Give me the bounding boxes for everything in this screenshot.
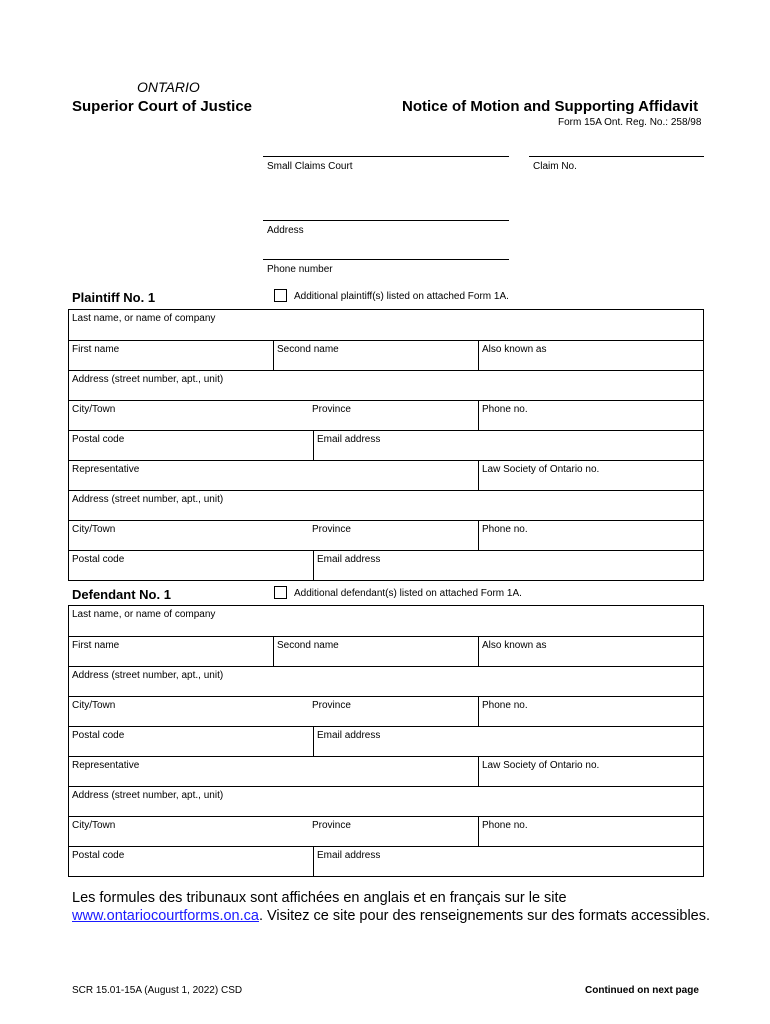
court-phone-label: Phone number	[267, 264, 333, 275]
first-name-label: First name	[72, 640, 120, 651]
phone-label: Phone no.	[482, 404, 528, 415]
defendant-first-name-cell[interactable]	[69, 637, 273, 666]
defendant-email-cell[interactable]	[313, 727, 703, 756]
also-known-as-label: Also known as	[482, 640, 547, 651]
postal-code-label: Postal code	[72, 434, 125, 445]
second-name-label: Second name	[277, 344, 339, 355]
email-label: Email address	[317, 554, 381, 565]
plaintiff-email-cell[interactable]	[313, 431, 703, 460]
province-label: Province	[312, 820, 351, 831]
court-name: Superior Court of Justice	[72, 98, 253, 115]
plaintiff-first-name-cell[interactable]	[69, 341, 273, 370]
defendant-rep-email-cell[interactable]	[313, 847, 703, 876]
address-label: Address (street number, apt., unit)	[72, 494, 224, 505]
address-label: Address (street number, apt., unit)	[72, 790, 224, 801]
court-phone-field[interactable]	[263, 259, 509, 260]
province-label: Province	[312, 404, 351, 415]
plaintiff-phone-cell[interactable]	[478, 401, 703, 430]
defendant-representative-cell[interactable]	[69, 757, 478, 786]
city-label: City/Town	[72, 404, 116, 415]
also-known-as-label: Also known as	[482, 344, 547, 355]
postal-code-label: Postal code	[72, 850, 125, 861]
court-address-label: Address	[267, 225, 304, 236]
defendant-lso-cell[interactable]	[478, 757, 703, 786]
french-notice-rest: . Visitez ce site pour des renseignements sur des formats accessibles.	[258, 908, 711, 924]
defendant-rep-postal-cell[interactable]	[69, 847, 313, 876]
defendant-last-name-row[interactable]	[69, 606, 703, 636]
address-label: Address (street number, apt., unit)	[72, 374, 224, 385]
plaintiff-heading: Plaintiff No. 1	[72, 290, 156, 305]
defendant-second-name-cell[interactable]	[273, 637, 478, 666]
plaintiff-lso-cell[interactable]	[478, 461, 703, 490]
second-name-label: Second name	[277, 640, 339, 651]
defendant-city-cell[interactable]	[69, 697, 478, 726]
plaintiff-representative-cell[interactable]	[69, 461, 478, 490]
additional-defendants-label: Additional defendant(s) listed on attached Form 1A.	[294, 588, 522, 599]
city-label: City/Town	[72, 524, 116, 535]
plaintiff-rep-postal-cell[interactable]	[69, 551, 313, 580]
email-label: Email address	[317, 730, 381, 741]
email-label: Email address	[317, 850, 381, 861]
email-label: Email address	[317, 434, 381, 445]
small-claims-court-label: Small Claims Court	[267, 161, 353, 172]
plaintiff-city-cell[interactable]	[69, 401, 478, 430]
form-reference: Form 15A Ont. Reg. No.: 258/98	[558, 117, 702, 128]
city-label: City/Town	[72, 700, 116, 711]
defendant-table	[68, 605, 704, 877]
additional-plaintiffs-checkbox[interactable]	[274, 289, 287, 302]
city-label: City/Town	[72, 820, 116, 831]
defendant-rep-phone-cell[interactable]	[478, 817, 703, 846]
continued-note: Continued on next page	[585, 985, 699, 996]
first-name-label: First name	[72, 344, 120, 355]
claim-no-field[interactable]	[529, 156, 704, 157]
plaintiff-rep-phone-cell[interactable]	[478, 521, 703, 550]
representative-label: Representative	[72, 464, 140, 475]
form-code: SCR 15.01-15A (August 1, 2022) CSD	[72, 985, 243, 996]
lso-label: Law Society of Ontario no.	[482, 760, 600, 771]
plaintiff-second-name-cell[interactable]	[273, 341, 478, 370]
ontario-court-forms-link[interactable]: www.ontariocourtforms.on.ca	[72, 908, 259, 924]
french-notice-line2	[72, 908, 710, 924]
address-label: Address (street number, apt., unit)	[72, 670, 224, 681]
phone-label: Phone no.	[482, 700, 528, 711]
claim-no-label: Claim No.	[533, 161, 577, 172]
last-name-label: Last name, or name of company	[72, 313, 216, 324]
additional-plaintiffs-label: Additional plaintiff(s) listed on attached Form 1A.	[294, 291, 509, 302]
plaintiff-rep-city-cell[interactable]	[69, 521, 478, 550]
plaintiff-rep-address-row[interactable]	[69, 490, 703, 520]
french-notice-line1: Les formules des tribunaux sont affichées en anglais et en français sur le site	[72, 890, 567, 906]
defendant-heading: Defendant No. 1	[72, 587, 171, 602]
province-label: ONTARIO	[137, 79, 200, 95]
plaintiff-aka-cell[interactable]	[478, 341, 703, 370]
last-name-label: Last name, or name of company	[72, 609, 216, 620]
representative-label: Representative	[72, 760, 140, 771]
small-claims-court-field[interactable]	[263, 156, 509, 157]
form-title: Notice of Motion and Supporting Affidavit	[402, 98, 699, 115]
plaintiff-address-row[interactable]	[69, 370, 703, 400]
defendant-phone-cell[interactable]	[478, 697, 703, 726]
plaintiff-rep-email-cell[interactable]	[313, 551, 703, 580]
phone-label: Phone no.	[482, 524, 528, 535]
defendant-aka-cell[interactable]	[478, 637, 703, 666]
defendant-rep-address-row[interactable]	[69, 786, 703, 816]
additional-defendants-checkbox[interactable]	[274, 586, 287, 599]
province-label: Province	[312, 700, 351, 711]
defendant-postal-cell[interactable]	[69, 727, 313, 756]
court-address-field[interactable]	[263, 220, 509, 221]
province-label: Province	[312, 524, 351, 535]
defendant-address-row[interactable]	[69, 666, 703, 696]
defendant-rep-city-cell[interactable]	[69, 817, 478, 846]
postal-code-label: Postal code	[72, 730, 125, 741]
postal-code-label: Postal code	[72, 554, 125, 565]
lso-label: Law Society of Ontario no.	[482, 464, 600, 475]
phone-label: Phone no.	[482, 820, 528, 831]
plaintiff-postal-cell[interactable]	[69, 431, 313, 460]
plaintiff-table	[68, 309, 704, 581]
plaintiff-last-name-row[interactable]	[69, 310, 703, 340]
